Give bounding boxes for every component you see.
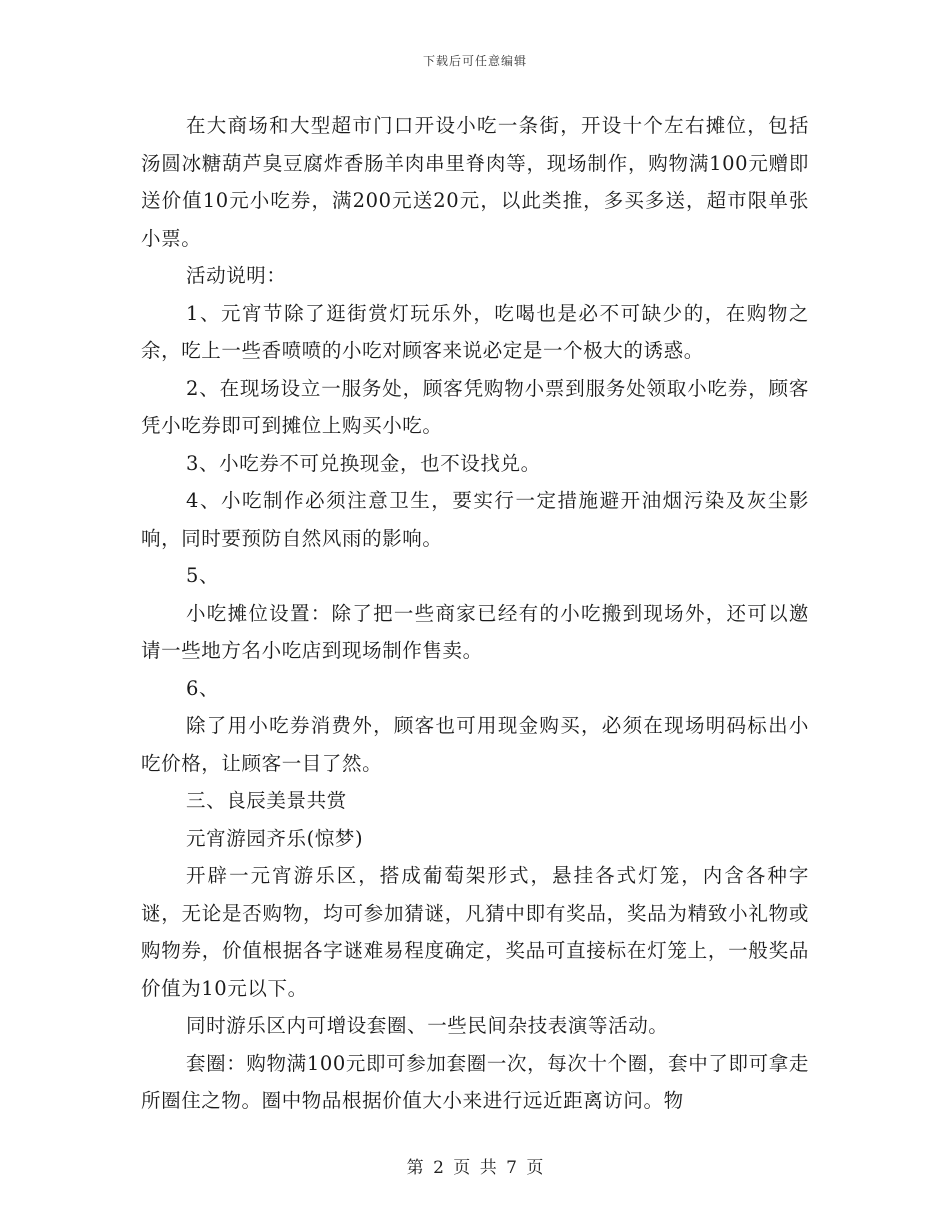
paragraph: 2、在现场设立一服务处，顾客凭购物小票到服务处领取小吃券，顾客凭小吃券即可到摊位上购买小吃。 bbox=[141, 376, 809, 437]
paragraph: 套圈：购物满100元即可参加套圈一次，每次十个圈，套中了即可拿走所圈住之物。圈中物品根据价值大小来进行远近距离访问。物 bbox=[141, 1051, 809, 1112]
document-body bbox=[141, 107, 809, 1120]
subsection-heading: 元宵游园齐乐(惊梦) bbox=[186, 826, 364, 850]
paragraph: 6、 bbox=[186, 676, 220, 700]
paragraph: 在大商场和大型超市门口开设小吃一条街，开设十个左右摊位，包括汤圆冰糖葫芦臭豆腐炸香肠羊肉串里脊肉等，现场制作，购物满100元赠即送价值10元小吃券，满200元送20元，以此类推，多买多送，超市限单张小票。 bbox=[141, 114, 809, 250]
paragraph: 开辟一元宵游乐区，搭成葡萄架形式，悬挂各式灯笼，内含各种字谜，无论是否购物，均可参加猜谜，凡猜中即有奖品，奖品为精致小礼物或购物券，价值根据各字谜难易程度确定，奖品可直接标在灯笼上，一般奖品价值为10元以下。 bbox=[141, 864, 809, 1000]
paragraph: 3、小吃券不可兑换现金，也不设找兑。 bbox=[186, 451, 541, 475]
paragraph: 小吃摊位设置：除了把一些商家已经有的小吃搬到现场外，还可以邀请一些地方名小吃店到现场制作售卖。 bbox=[141, 601, 809, 662]
page-number: 第 2 页 共 7 页 bbox=[406, 1158, 544, 1178]
paragraph: 1、元宵节除了逛街赏灯玩乐外，吃喝也是必不可缺少的，在购物之余，吃上一些香喷喷的小吃对顾客来说必定是一个极大的诱惑。 bbox=[141, 301, 809, 362]
paragraph: 除了用小吃券消费外，顾客也可用现金购买，必须在现场明码标出小吃价格，让顾客一目了然。 bbox=[141, 714, 809, 775]
paragraph: 活动说明： bbox=[186, 264, 287, 287]
paragraph: 同时游乐区内可增设套圈、一些民间杂技表演等活动。 bbox=[186, 1014, 669, 1037]
paragraph: 4、小吃制作必须注意卫生，要实行一定措施避开油烟污染及灰尘影响，同时要预防自然风雨的影响。 bbox=[141, 489, 809, 550]
paragraph: 5、 bbox=[186, 564, 220, 587]
section-heading: 三、良辰美景共赏 bbox=[186, 789, 347, 812]
header-note: 下载后可任意编辑 bbox=[422, 54, 527, 68]
